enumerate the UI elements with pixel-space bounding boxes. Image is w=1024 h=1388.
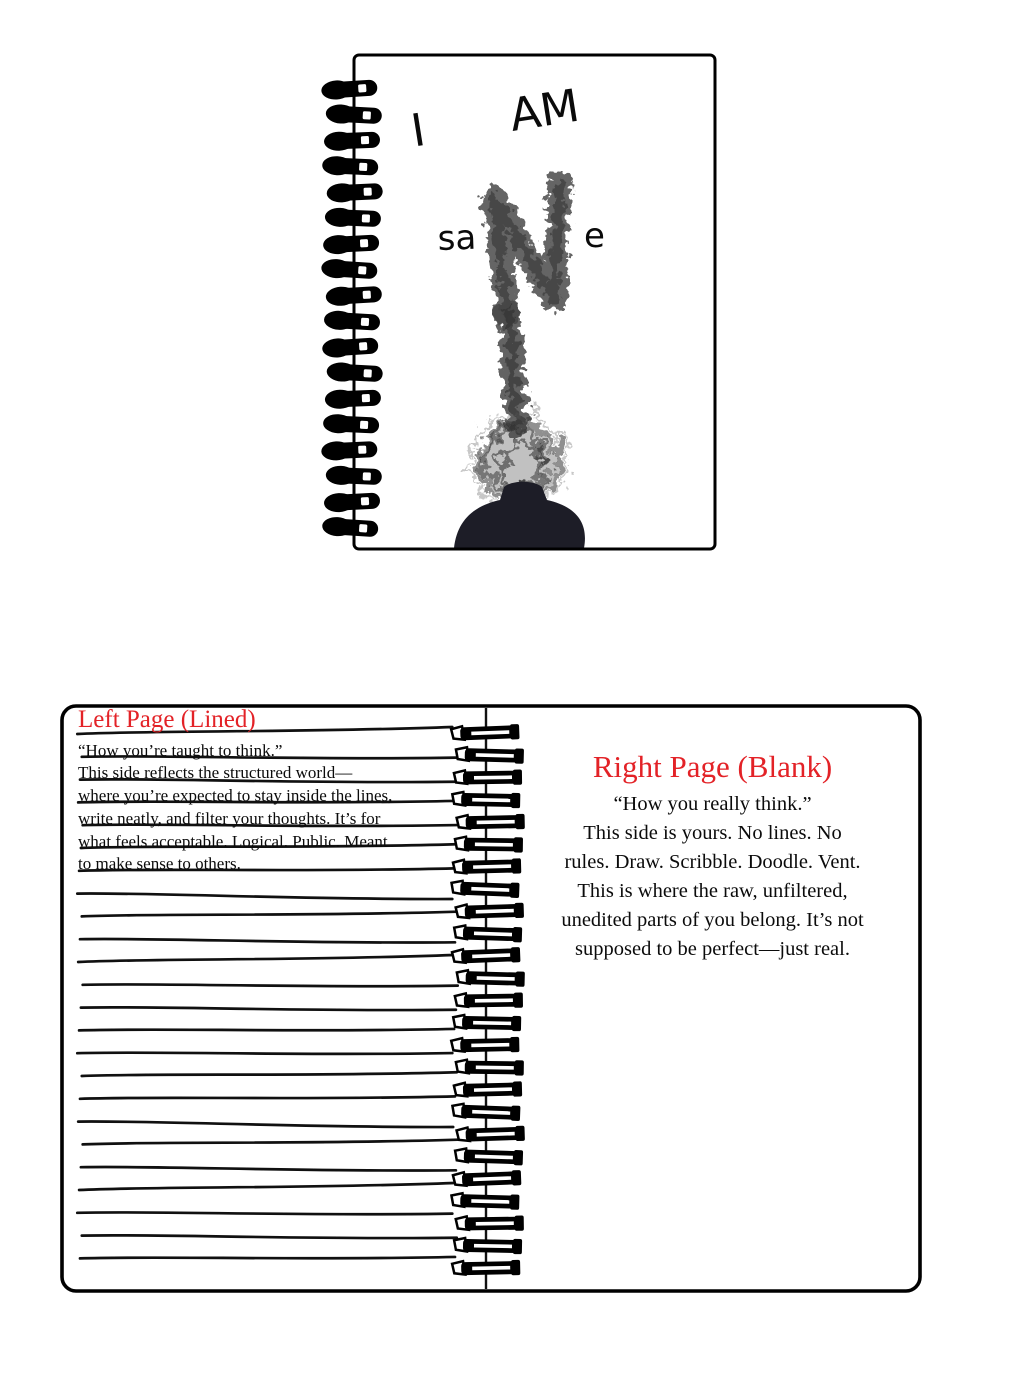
text-line: “How you really think.” (613, 793, 812, 815)
left-page-text (78, 740, 468, 877)
right-page-text (490, 790, 935, 964)
ruled-line (80, 1096, 455, 1099)
cover-word-prefix-text: sa (436, 217, 477, 259)
cover-word-suffix-text: e (584, 216, 605, 256)
text-line: This side reflects the structured world— (78, 763, 353, 783)
left-page-title: Left Page (Lined) (78, 706, 256, 733)
right-page-title: Right Page (Blank) (592, 749, 833, 784)
spiral-coil (452, 1260, 520, 1277)
cover-notebook-illustration (318, 50, 730, 564)
cover-heading-text: I AM (407, 78, 583, 158)
open-notebook-illustration (40, 700, 940, 1315)
ruled-line (80, 1257, 455, 1259)
text-line: write neatly, and filter your thoughts. It’s for (78, 808, 381, 828)
text-line: This side is yours. No lines. No (583, 822, 842, 844)
spiral-coil (454, 1238, 522, 1255)
spiral-coil (451, 1037, 519, 1054)
text-line: what feels acceptable. Logical. Public. Meant (78, 831, 388, 851)
spiral-coil (453, 1015, 521, 1032)
text-line: rules. Draw. Scribble. Doodle. Vent. (564, 851, 861, 873)
text-line: unedited parts of you belong. It’s not (561, 909, 864, 931)
spiral-coil (455, 992, 523, 1008)
text-line: “How you’re taught to think.” (78, 740, 283, 760)
text-line: where you’re expected to stay inside the lines, (78, 786, 393, 806)
ruled-line (79, 1029, 454, 1031)
right-page (490, 748, 935, 964)
text-line: This is where the raw, unfiltered, (577, 880, 848, 902)
ruled-line (77, 1052, 452, 1054)
spiral-coil (456, 1059, 524, 1075)
spiral-coil (456, 1215, 524, 1231)
text-line: to make sense to others. (78, 854, 241, 874)
text-line: supposed to be perfect—just real. (575, 938, 850, 960)
